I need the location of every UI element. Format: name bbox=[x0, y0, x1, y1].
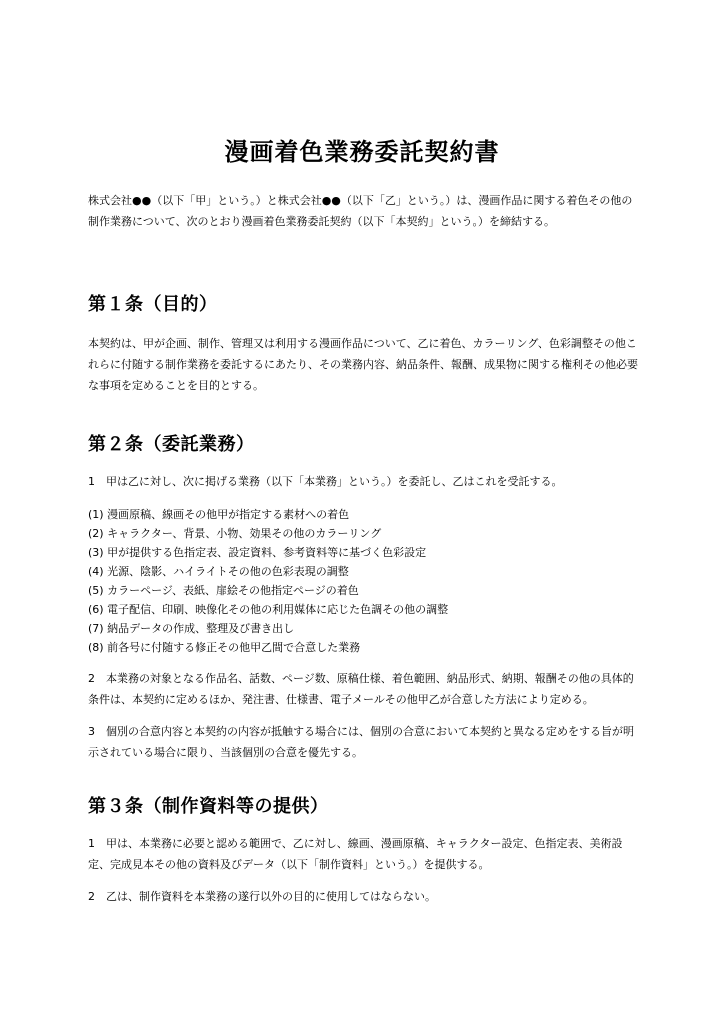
list-item: (8) 前各号に付随する修正その他甲乙間で合意した業務 bbox=[88, 641, 361, 654]
list-item: (6) 電子配信、印刷、映像化その他の利用媒体に応じた色調その他の調整 bbox=[88, 603, 449, 616]
article-3-heading: 第３条（制作資料等の提供） bbox=[88, 796, 329, 817]
list-item: (2) キャラクター、背景、小物、効果その他のカラーリング bbox=[88, 527, 382, 540]
list-item: (1) 漫画原稿、線画その他甲が指定する素材への着色 bbox=[88, 508, 350, 521]
article-3-clause-2: 2 乙は、制作資料を本業務の遂行以外の目的に使用してはならない。 bbox=[88, 890, 436, 903]
article-1 bbox=[88, 292, 640, 396]
list-item: (7) 納品データの作成、整理及び書き出し bbox=[88, 622, 295, 635]
article-2-clause-2: 2 本業務の対象となる作品名、話数、ページ数、原稿仕様、着色範囲、納品形式、納期、報酬その他の具体的条件は、本契約に定めるほか、発注書、仕様書、電子メールその他甲乙が合意した方法により定める。 bbox=[88, 672, 634, 706]
article-1-body: 本契約は、甲が企画、制作、管理又は利用する漫画作品について、乙に着色、カラーリング、色彩調整その他これらに付随する制作業務を委託するにあたり、その業務内容、納品条件、報酬、成果物に関する権利その他必要な事項を定めることを目的とする。 bbox=[88, 337, 638, 392]
list-item: (3) 甲が提供する色指定表、設定資料、参考資料等に基づく色彩設定 bbox=[88, 546, 427, 559]
article-2-heading: 第２条（委託業務） bbox=[88, 434, 255, 455]
list-item: (4) 光源、陰影、ハイライトその他の色彩表現の調整 bbox=[88, 565, 349, 578]
article-3-clause-1: 1 甲は、本業務に必要と認める範囲で、乙に対し、線画、漫画原稿、キャラクター設定、色指定表、美術設定、完成見本その他の資料及びデータ（以下「制作資料」という。）を提供する。 bbox=[88, 837, 623, 871]
intro-paragraph: 株式会社●●（以下「甲」という。）と株式会社●●（以下「乙」という。）は、漫画作品に関する着色その他の制作業務について、次のとおり漫画着色業務委託契約（以下「本契約」という。）を締結する。 bbox=[88, 194, 633, 228]
document-title: 漫画着色業務委託契約書 bbox=[224, 138, 500, 167]
article-2-clause-3: 3 個別の合意内容と本契約の内容が抵触する場合には、個別の合意において本契約と異なる定めをする旨が明示されている場合に限り、当該個別の合意を優先する。 bbox=[88, 725, 634, 759]
article-3 bbox=[88, 794, 640, 907]
list-item: (5) カラーページ、表紙、扉絵その他指定ページの着色 bbox=[88, 584, 359, 597]
article-2-item-list bbox=[88, 505, 640, 657]
article-2 bbox=[88, 432, 640, 763]
article-1-heading: 第１条（目的） bbox=[88, 294, 218, 315]
article-2-clause-1: 1 甲は乙に対し、次に掲げる業務（以下「本業務」という。）を委託し、乙はこれを受託する。 bbox=[88, 475, 563, 488]
